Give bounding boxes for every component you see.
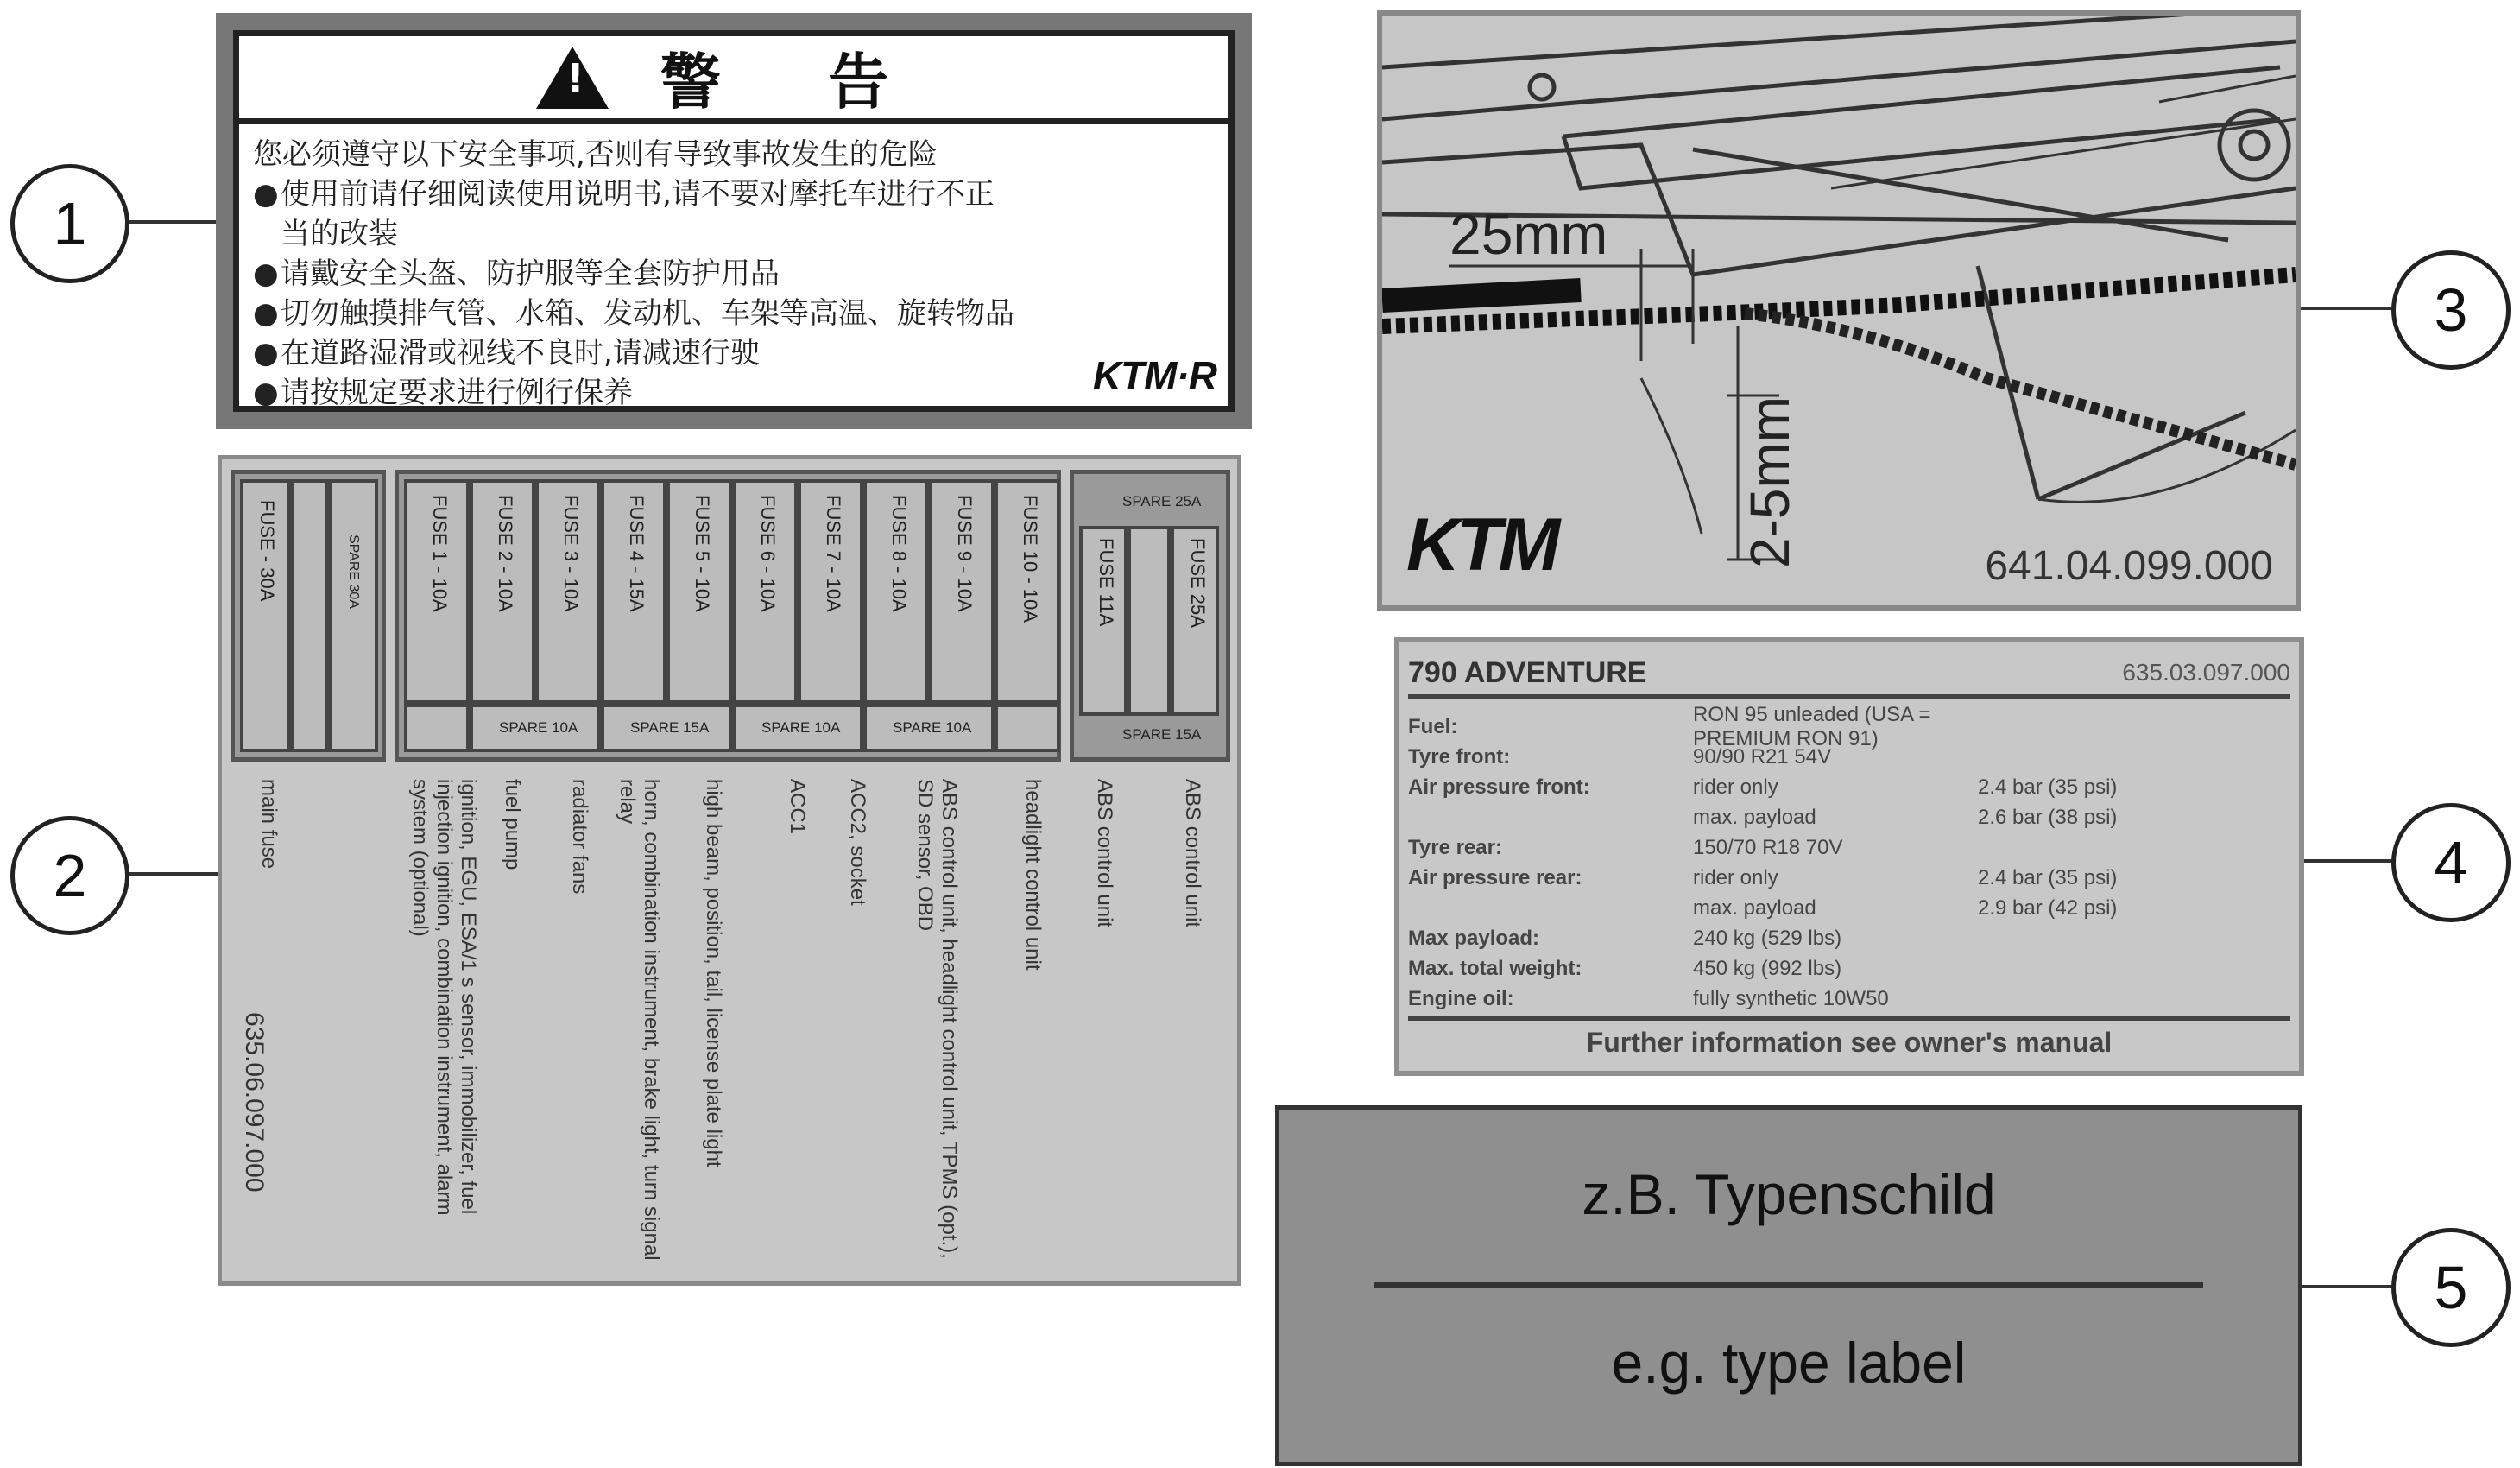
- warning-line: 使用前请仔细阅读使用说明书,请不要对摩托车进行不正: [281, 177, 995, 212]
- fuse-text: FUSE 6 - 10A: [757, 495, 779, 612]
- spare-text: SPARE 15A: [630, 719, 710, 736]
- warning-line: 在道路湿滑或视线不良时,请减速行驶: [281, 336, 760, 370]
- fuse-cell: [1079, 526, 1127, 716]
- fuse-cell: [666, 479, 732, 704]
- fuse-cell: [929, 479, 995, 704]
- spec-value: 2.9 bar (42 psi): [1978, 895, 2118, 920]
- fuse-text: FUSE 3 - 10A: [560, 495, 582, 612]
- warning-line: 切勿触摸排气管、水箱、发动机、车架等高温、旋转物品: [281, 296, 1014, 331]
- spec-value: 2.4 bar (35 psi): [1978, 865, 2118, 889]
- fuse-description: headlight control unit: [1021, 779, 1045, 971]
- spec-plate-footer: Further information see owner's manual: [1408, 1016, 2290, 1064]
- fuse-box-label: [218, 455, 1241, 1286]
- spare-text: SPARE 10A: [761, 719, 841, 736]
- fuse-text: FUSE 5 - 10A: [692, 495, 713, 612]
- warning-line: 您必须遵守以下安全事项,否则有导致事故发生的危险: [253, 137, 938, 172]
- warning-line: 请按规定要求进行例行保养: [281, 376, 633, 410]
- warning-text: [239, 124, 1228, 413]
- fuse-text: FUSE 10 - 10A: [1020, 495, 1041, 623]
- spare-cell: [732, 704, 863, 752]
- spec-value: 2.4 bar (35 psi): [1978, 775, 2118, 799]
- warning-triangle-icon: !: [536, 47, 609, 109]
- dimension-2-5mm: 2-5mm: [1739, 395, 1801, 568]
- spec-value: max. payload: [1693, 805, 1816, 829]
- spec-key: Fuel:: [1408, 714, 1458, 738]
- spec-key: Tyre front:: [1408, 744, 1511, 769]
- fuse-description: ACC2, socket: [846, 779, 869, 906]
- bullet-icon: ●: [253, 177, 279, 212]
- spec-key: Air pressure rear:: [1408, 865, 1582, 889]
- spare-cell: [863, 704, 995, 752]
- brand-logo: KTM·R: [1092, 353, 1216, 398]
- callout-5: 5: [2391, 1228, 2511, 1347]
- warning-line: 当的改装: [281, 217, 398, 251]
- spec-value: 150/70 R18 70V: [1693, 835, 1843, 859]
- fuse-text: FUSE 25A: [1187, 538, 1209, 628]
- spec-row: [1408, 742, 2290, 772]
- fuse-description: high beam, position, tail, license plate light: [702, 779, 725, 1167]
- spare-text: SPARE 15A: [1122, 726, 1202, 743]
- spec-row: [1408, 984, 2290, 1014]
- spare-cell: [995, 704, 1060, 752]
- fuse-text: FUSE 1 - 10A: [429, 495, 451, 612]
- spec-plate-part-number: 635.03.097.000: [2122, 659, 2290, 686]
- warning-header: [239, 36, 1228, 124]
- spare-main-cell: [328, 479, 378, 752]
- callout-2: 2: [10, 816, 129, 935]
- bullet-icon: ●: [253, 256, 279, 291]
- fuse-cell: [470, 479, 535, 704]
- fuse-text: FUSE 11A: [1096, 538, 1117, 627]
- leader-2: [129, 872, 218, 876]
- fuse-cell: [995, 479, 1060, 704]
- spec-key: Engine oil:: [1408, 986, 1514, 1010]
- spec-row: [1408, 953, 2290, 984]
- type-label-divider: [1374, 1282, 2203, 1288]
- spec-rows: [1408, 702, 2290, 1014]
- spare-text: SPARE 25A: [1122, 493, 1202, 509]
- main-fuse-blank: [290, 479, 328, 752]
- spec-value: 450 kg (992 lbs): [1693, 956, 1842, 980]
- spec-row: [1408, 802, 2290, 832]
- warning-label: [216, 13, 1252, 429]
- fuse-text: FUSE 4 - 15A: [626, 495, 647, 612]
- dimension-25mm: 25mm: [1449, 202, 1608, 266]
- fuse-description: ABS control unit: [1181, 779, 1204, 928]
- fuse-description: ignition, EGU, ESA/1 s sensor, immobilizer, fuel injection ignition, combination instrument, alarm system (optional): [408, 779, 480, 1216]
- fuse-label-part-number: 635.06.097.000: [240, 1012, 268, 1193]
- fuse-text: FUSE 8 - 10A: [888, 495, 910, 612]
- spare-main-text: SPARE 30A: [346, 535, 361, 609]
- callout-3: 3: [2391, 250, 2511, 370]
- ktm-logo: KTM: [1406, 503, 1557, 586]
- spec-key: Max payload:: [1408, 926, 1540, 950]
- spec-value: fully synthetic 10W50: [1693, 986, 1889, 1010]
- fuse-text: FUSE 7 - 10A: [823, 495, 844, 612]
- type-label-german: z.B. Typenschild: [1582, 1162, 1996, 1226]
- spec-row: [1408, 702, 2290, 750]
- fuse-description: ABS control unit, headlight control unit, TPMS (opt.), SD sensor, OBD: [913, 779, 961, 1259]
- spare-cell: [470, 704, 601, 752]
- fuse-panel: [395, 470, 1061, 762]
- spec-value: rider only: [1693, 775, 1778, 799]
- spec-plate-label: [1394, 637, 2304, 1076]
- leader-4: [2304, 859, 2396, 863]
- spec-plate-header: [1408, 651, 2290, 699]
- fuse-cell: [535, 479, 601, 704]
- fuse-description: horn, combination instrument, brake light, turn signal relay: [616, 779, 663, 1261]
- fuse-cell: [798, 479, 863, 704]
- fuse-description: main fuse: [257, 779, 281, 870]
- main-fuse-cell: [240, 479, 290, 752]
- spec-value: 240 kg (529 lbs): [1693, 926, 1842, 950]
- spec-row: [1408, 863, 2290, 893]
- right-fuse-panel: [1070, 470, 1230, 762]
- fuse-cell: [404, 479, 470, 704]
- spare-cell: [404, 704, 470, 752]
- leader-3: [2301, 307, 2396, 310]
- spec-value: 90/90 R21 54V: [1693, 744, 1832, 769]
- fuse-description: ABS control unit: [1093, 779, 1116, 928]
- callout-1: 1: [10, 164, 129, 283]
- fuse-cell: [1127, 526, 1171, 716]
- spec-value: 2.6 bar (38 psi): [1978, 805, 2118, 829]
- type-label-english: e.g. type label: [1611, 1331, 1967, 1395]
- model-name: 790 ADVENTURE: [1408, 655, 1647, 689]
- type-label: [1275, 1105, 2302, 1466]
- fuse-cell: [863, 479, 929, 704]
- bullet-icon: ●: [253, 376, 279, 410]
- spec-row: [1408, 832, 2290, 863]
- spare-cell: [601, 704, 732, 752]
- fuse-cell: [601, 479, 666, 704]
- fuse-description: ACC1: [786, 779, 809, 835]
- spec-key: Air pressure front:: [1408, 775, 1590, 799]
- chain-label-part-number: 641.04.099.000: [1985, 543, 2273, 589]
- spec-value: rider only: [1693, 865, 1778, 889]
- main-fuse-panel: [231, 470, 386, 762]
- main-fuse-text: FUSE - 30A: [256, 500, 278, 602]
- fuse-text: FUSE 2 - 10A: [495, 495, 516, 612]
- warning-title: 警 告: [660, 47, 932, 117]
- spec-value: RON 95 unleaded (USA = PREMIUM RON 91): [1693, 702, 1931, 750]
- callout-4: 4: [2391, 803, 2511, 922]
- fuse-cell: [1171, 526, 1219, 716]
- spec-row: [1408, 893, 2290, 923]
- spec-row: [1408, 772, 2290, 802]
- fuse-text: FUSE 9 - 10A: [954, 495, 976, 612]
- spec-value: max. payload: [1693, 895, 1816, 920]
- spec-key: Tyre rear:: [1408, 835, 1502, 859]
- spare-text: SPARE 10A: [893, 719, 972, 736]
- warning-line: 请戴安全头盔、防护服等全套防护用品: [281, 256, 780, 291]
- chain-tension-label: [1377, 10, 2301, 611]
- spec-row: [1408, 923, 2290, 953]
- fuse-description: fuel pump: [501, 779, 524, 870]
- spec-key: Max. total weight:: [1408, 956, 1582, 980]
- spare-text: SPARE 10A: [499, 719, 578, 736]
- bullet-icon: ●: [253, 336, 279, 370]
- leader-1: [129, 220, 216, 224]
- fuse-cell: [732, 479, 798, 704]
- fuse-description: radiator fans: [568, 779, 591, 895]
- bullet-icon: ●: [253, 296, 279, 331]
- leader-5: [2302, 1285, 2396, 1288]
